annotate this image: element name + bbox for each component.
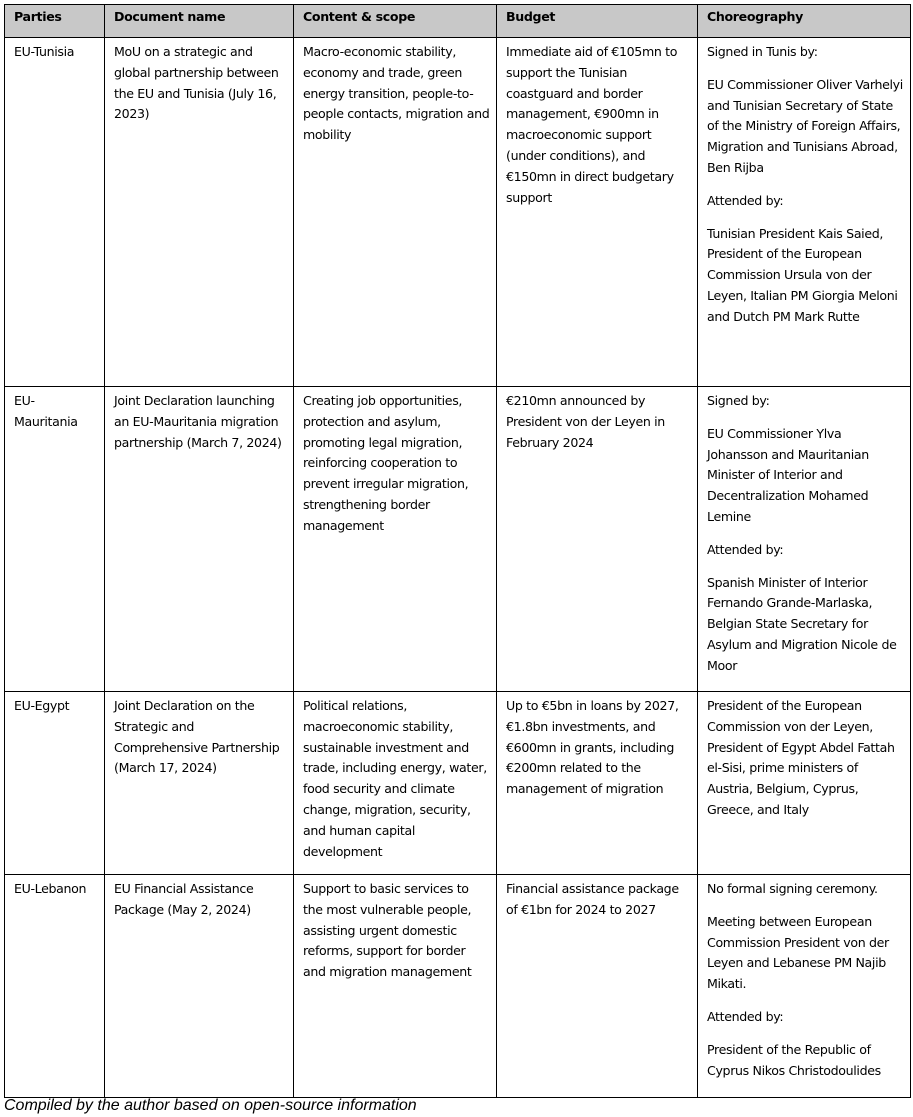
table-row xyxy=(5,692,911,875)
cell-content-scope: Political relations, macroeconomic stability, sustainable investment and trade, including energy, water, food security and climate change, migration, security, and human capital development xyxy=(294,692,497,875)
cell-budget: €210mn announced by President von der Leyen in February 2024 xyxy=(497,387,698,692)
table-row xyxy=(5,387,911,692)
cell-content-scope: Creating job opportunities, protection and asylum, promoting legal migration, reinforcing cooperation to prevent irregular migration, strengthening border management xyxy=(294,387,497,692)
choreography-paragraph: Attended by: xyxy=(707,1008,784,1024)
cell-content-scope: Macro-economic stability, economy and trade, green energy transition, people-to-people contacts, migration and mobility xyxy=(294,38,497,387)
cell-choreography xyxy=(698,387,911,692)
choreography-paragraph: EU Commissioner Oliver Varhelyi and Tunisian Secretary of State of the Ministry of Foreign Affairs, Migration and Tunisians Abroad, Ben Rijba xyxy=(707,76,903,175)
table-header-row xyxy=(5,5,911,38)
cell-document-name: Joint Declaration on the Strategic and Comprehensive Partnership (March 17, 2024) xyxy=(105,692,294,875)
choreography-paragraph: Signed by: xyxy=(707,393,770,408)
table-row xyxy=(5,875,911,1098)
cell-parties: EU-Lebanon xyxy=(5,875,105,1098)
cell-document-name: MoU on a strategic and global partnership between the EU and Tunisia (July 16, 2023) xyxy=(105,38,294,387)
cell-content-scope: Support to basic services to the most vulnerable people, assisting urgent domestic reforms, support for border and migration management xyxy=(294,875,497,1098)
source-caption: Compiled by the author based on open-source information xyxy=(4,1097,417,1114)
choreography-paragraph: Tunisian President Kais Saied, President of the European Commission Ursula von der Leyen, Italian PM Giorgia Meloni and Dutch PM Mark Rutte xyxy=(707,225,898,324)
header-document-name: Document name xyxy=(105,5,294,38)
choreography-paragraph: No formal signing ceremony. xyxy=(707,881,878,896)
choreography-paragraph: President of the Republic of Cyprus Nikos Christodoulides xyxy=(707,1041,881,1078)
choreography-paragraph: Signed in Tunis by: xyxy=(707,44,818,59)
cell-choreography xyxy=(698,875,911,1098)
choreography-paragraph: Meeting between European Commission President von der Leyen and Lebanese PM Najib Mikati. xyxy=(707,913,889,992)
choreography-paragraph: EU Commissioner Ylva Johansson and Mauritanian Minister of Interior and Decentralization Mohamed Lemine xyxy=(707,425,869,524)
choreography-paragraph: President of the European Commission von der Leyen, President of Egypt Abdel Fattah el-Sisi, prime ministers of Austria, Belgium, Cyprus, Greece, and Italy xyxy=(707,698,895,817)
cell-parties: EU-Egypt xyxy=(5,692,105,875)
cell-document-name: Joint Declaration launching an EU-Mauritania migration partnership (March 7, 2024) xyxy=(105,387,294,692)
cell-parties: EU-Tunisia xyxy=(5,38,105,387)
agreements-table xyxy=(4,4,911,1098)
cell-choreography xyxy=(698,692,911,875)
cell-budget: Up to €5bn in loans by 2027, €1.8bn investments, and €600mn in grants, including €200mn related to the management of migration xyxy=(497,692,698,875)
choreography-paragraph: Attended by: xyxy=(707,192,784,208)
choreography-paragraph: Attended by: xyxy=(707,541,784,557)
header-choreography: Choreography xyxy=(698,5,911,38)
choreography-paragraph: Spanish Minister of Interior Fernando Grande-Marlaska, Belgian State Secretary for Asylum and Migration Nicole de Moor xyxy=(707,574,897,673)
cell-budget: Financial assistance package of €1bn for 2024 to 2027 xyxy=(497,875,698,1098)
header-content-scope: Content & scope xyxy=(294,5,497,38)
header-budget: Budget xyxy=(497,5,698,38)
header-parties: Parties xyxy=(5,5,105,38)
cell-parties: EU-Mauritania xyxy=(5,387,105,692)
cell-budget: Immediate aid of €105mn to support the Tunisian coastguard and border management, €900mn in macroeconomic support (under conditions), and €150mn in direct budgetary support xyxy=(497,38,698,387)
table-row xyxy=(5,38,911,387)
cell-choreography xyxy=(698,38,911,387)
cell-document-name: EU Financial Assistance Package (May 2, 2024) xyxy=(105,875,294,1098)
